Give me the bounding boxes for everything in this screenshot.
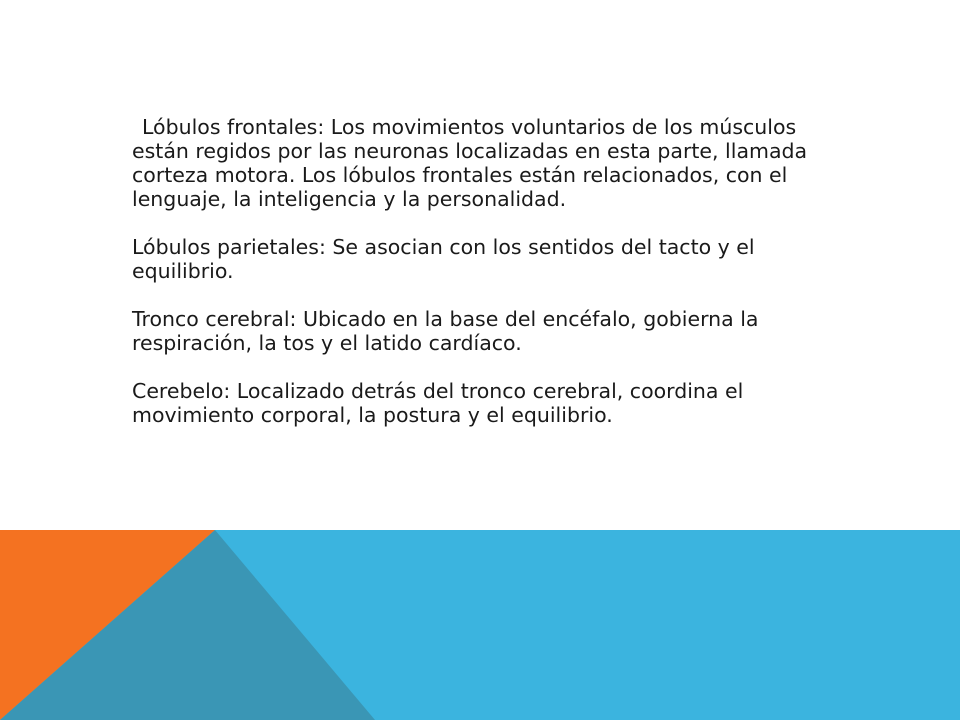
paragraph-parietal-lobes: Lóbulos parietales: Se asocian con los sentidos del tacto y el equilibrio. bbox=[132, 235, 755, 283]
slide-body-text bbox=[132, 115, 852, 451]
paragraph-cerebellum: Cerebelo: Localizado detrás del tronco cerebral, coordina el movimiento corporal, la postura y el equilibrio. bbox=[132, 379, 744, 427]
decorative-footer-shapes bbox=[0, 530, 960, 720]
paragraph-brainstem: Tronco cerebral: Ubicado en la base del encéfalo, gobierna la respiración, la tos y el latido cardíaco. bbox=[132, 307, 759, 355]
paragraph-frontal-lobes: Lóbulos frontales: Los movimientos voluntarios de los músculos están regidos por las neuronas localizadas en esta parte, llamada corteza motora. Los lóbulos frontales están relacionados, con el lenguaje, la inteligencia y la personalidad. bbox=[132, 115, 808, 211]
